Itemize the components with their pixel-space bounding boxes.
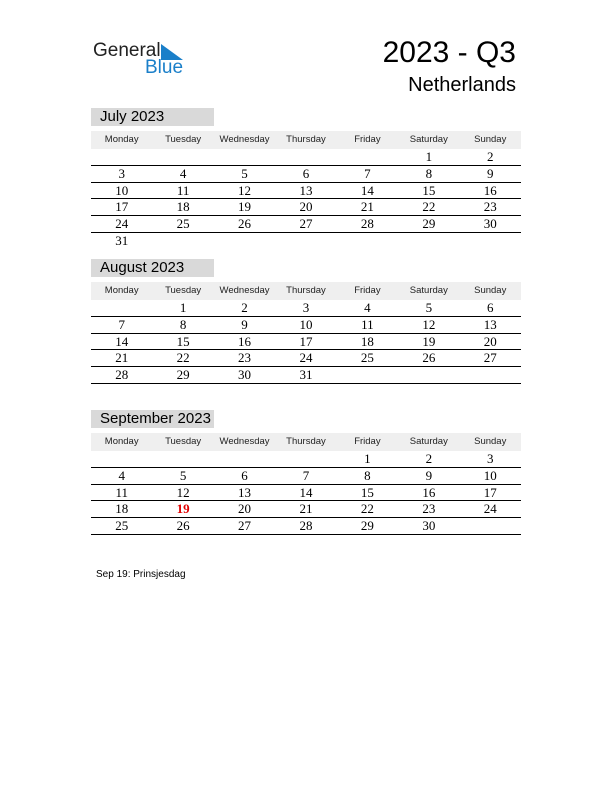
weekday-label: Sunday: [474, 285, 507, 296]
day-cell: 22: [422, 199, 436, 215]
day-cell: 3: [302, 300, 310, 315]
day-cell: 12: [238, 182, 252, 198]
day-cell: 3: [118, 165, 125, 181]
day-cell: 7: [302, 467, 310, 483]
weekday-label: Wednesday: [219, 285, 270, 296]
day-cell: 27: [238, 518, 252, 534]
day-cell: 5: [425, 300, 433, 315]
day-cell: 4: [179, 165, 187, 181]
month-block: [91, 259, 521, 384]
day-cell: 14: [115, 333, 129, 349]
week-row: [91, 216, 521, 233]
day-cell: 31: [299, 367, 313, 383]
holiday-note: Sep 19: Prinsjesdag: [96, 569, 186, 580]
day-cell: 30: [422, 518, 436, 534]
weekday-label: Tuesday: [165, 436, 202, 447]
weekday-header: [91, 282, 521, 300]
day-cell: 16: [238, 333, 252, 349]
day-cell: 16: [483, 182, 497, 198]
day-cell: 5: [241, 165, 248, 181]
day-cell: [337, 233, 398, 250]
week-row: [91, 199, 521, 216]
day-cell: 2: [425, 451, 433, 466]
day-cell: [398, 367, 459, 383]
day-cell: 14: [299, 484, 313, 500]
day-cell: 11: [115, 484, 128, 500]
day-cell: 18: [360, 333, 374, 349]
day-cell: 30: [483, 216, 497, 232]
day-cell: 11: [176, 182, 190, 198]
logo-text-general: General: [93, 40, 161, 61]
day-cell: 17: [299, 333, 313, 349]
day-cell: 12: [176, 484, 190, 500]
logo-text-blue: Blue: [145, 57, 184, 78]
day-cell: [460, 518, 521, 534]
weekday-label: Monday: [104, 134, 139, 145]
day-cell: 26: [176, 518, 190, 534]
day-cell: 21: [299, 501, 313, 517]
day-cell: 17: [115, 199, 129, 215]
day-cell: 5: [179, 467, 187, 483]
weekday-label: Monday: [104, 285, 139, 296]
day-cell: 21: [360, 199, 374, 215]
day-cell: 6: [241, 467, 248, 483]
day-cell: [152, 451, 213, 467]
day-cell: 1: [425, 149, 433, 164]
day-cell: 10: [299, 316, 313, 332]
day-cell: 23: [238, 350, 252, 366]
week-row: [91, 367, 521, 384]
day-cell: 13: [483, 316, 497, 332]
day-cell: 21: [115, 350, 129, 366]
day-cell: 24: [115, 216, 129, 232]
weekday-label: Saturday: [409, 436, 448, 447]
week-row: [91, 317, 521, 334]
week-row: [91, 501, 521, 518]
week-row: [91, 485, 521, 502]
day-cell: 22: [176, 350, 190, 366]
day-cell: 8: [425, 165, 433, 181]
day-cell: 20: [299, 199, 313, 215]
weekday-label: Friday: [354, 134, 381, 145]
day-cell: 29: [422, 216, 436, 232]
day-cell: 7: [118, 316, 125, 332]
weekday-label: Monday: [104, 436, 139, 447]
day-cell: [91, 300, 152, 316]
day-cell: [337, 367, 398, 383]
day-cell: 28: [299, 518, 313, 534]
day-cell: 13: [299, 182, 313, 198]
day-cell: 15: [176, 333, 190, 349]
weekday-label: Sunday: [474, 436, 507, 447]
day-cell: 24: [483, 501, 497, 517]
month-name: July 2023: [91, 108, 214, 126]
day-cell: 29: [360, 518, 374, 534]
day-cell: [214, 149, 275, 165]
day-cell: [398, 233, 459, 250]
day-cell: 10: [115, 182, 129, 198]
day-cell: [91, 451, 152, 467]
day-cell: [152, 233, 213, 250]
weekday-label: Friday: [354, 436, 381, 447]
day-cell: 18: [176, 199, 190, 215]
day-cell: 9: [241, 316, 248, 332]
week-row: [91, 518, 521, 535]
day-cell: 20: [238, 501, 252, 517]
day-cell: 19: [238, 199, 252, 215]
weekday-label: Wednesday: [219, 134, 270, 145]
day-cell: 23: [483, 199, 497, 215]
day-cell: 6: [486, 300, 494, 315]
day-cell: [91, 149, 152, 165]
day-cell: [460, 233, 521, 250]
day-cell: 15: [422, 182, 436, 198]
page-title: 2023 - Q3: [382, 36, 516, 69]
day-cell: 26: [238, 216, 252, 232]
day-cell: [337, 149, 398, 165]
day-cell: 26: [422, 350, 436, 366]
day-cell: 19: [422, 333, 436, 349]
country-name: Netherlands: [408, 74, 516, 96]
day-cell: 7: [364, 165, 371, 181]
day-cell: 1: [364, 451, 371, 466]
day-cell: 25: [176, 216, 190, 232]
weekday-label: Saturday: [409, 285, 448, 296]
day-cell: 27: [299, 216, 313, 232]
week-row: [91, 334, 521, 351]
day-cell: 31: [115, 232, 129, 248]
week-row: [91, 149, 521, 166]
day-cell: 23: [422, 501, 436, 517]
weekday-label: Thursday: [286, 134, 326, 145]
day-cell: 25: [115, 518, 129, 534]
day-cell: 9: [425, 467, 433, 483]
weekday-label: Sunday: [474, 134, 507, 145]
weekday-label: Saturday: [409, 134, 448, 145]
day-cell: 15: [360, 484, 374, 500]
month-name: September 2023: [91, 410, 214, 428]
day-cell: 14: [360, 182, 374, 198]
day-cell: [214, 451, 275, 467]
weekday-label: Friday: [354, 285, 381, 296]
day-cell: 8: [179, 316, 187, 332]
day-cell: 24: [299, 350, 313, 366]
weekday-header: [91, 131, 521, 149]
day-cell: 17: [483, 484, 497, 500]
day-cell: 12: [422, 316, 436, 332]
weekday-label: Tuesday: [165, 134, 202, 145]
holiday-day-cell: 19: [176, 501, 190, 517]
day-cell: 30: [238, 367, 252, 383]
day-cell: 18: [115, 501, 129, 517]
weekday-label: Thursday: [286, 436, 326, 447]
day-cell: 16: [422, 484, 436, 500]
day-cell: [152, 149, 213, 165]
day-cell: 4: [364, 300, 371, 315]
day-cell: 8: [364, 467, 371, 483]
day-cell: 22: [360, 501, 374, 517]
day-cell: [275, 149, 336, 165]
day-cell: 2: [241, 300, 248, 315]
weekday-label: Tuesday: [165, 285, 202, 296]
weekday-label: Wednesday: [219, 436, 270, 447]
day-cell: 27: [483, 350, 497, 366]
day-cell: 20: [483, 333, 497, 349]
day-cell: 3: [486, 451, 494, 466]
day-cell: 29: [176, 367, 190, 383]
week-row: [91, 183, 521, 200]
day-cell: 25: [360, 350, 374, 366]
weekday-header: [91, 433, 521, 451]
weekday-label: Thursday: [286, 285, 326, 296]
month-name: August 2023: [91, 259, 214, 277]
day-cell: 1: [179, 300, 187, 315]
day-cell: 9: [486, 165, 494, 181]
day-cell: [275, 451, 336, 467]
day-cell: 2: [486, 149, 494, 164]
day-cell: 28: [360, 216, 374, 232]
day-cell: 13: [238, 484, 252, 500]
day-cell: 6: [302, 165, 310, 181]
day-cell: [275, 233, 336, 250]
day-cell: 28: [115, 367, 129, 383]
week-row: [91, 468, 521, 485]
week-row: [91, 451, 521, 468]
week-row: [91, 350, 521, 367]
week-row: [91, 300, 521, 317]
week-row: [91, 233, 521, 250]
day-cell: 11: [361, 316, 374, 332]
month-block: [91, 410, 521, 535]
week-row: [91, 166, 521, 183]
month-block: [91, 108, 521, 250]
day-cell: [460, 367, 521, 383]
day-cell: 4: [118, 467, 125, 483]
day-cell: 10: [483, 467, 497, 483]
day-cell: [214, 233, 275, 250]
